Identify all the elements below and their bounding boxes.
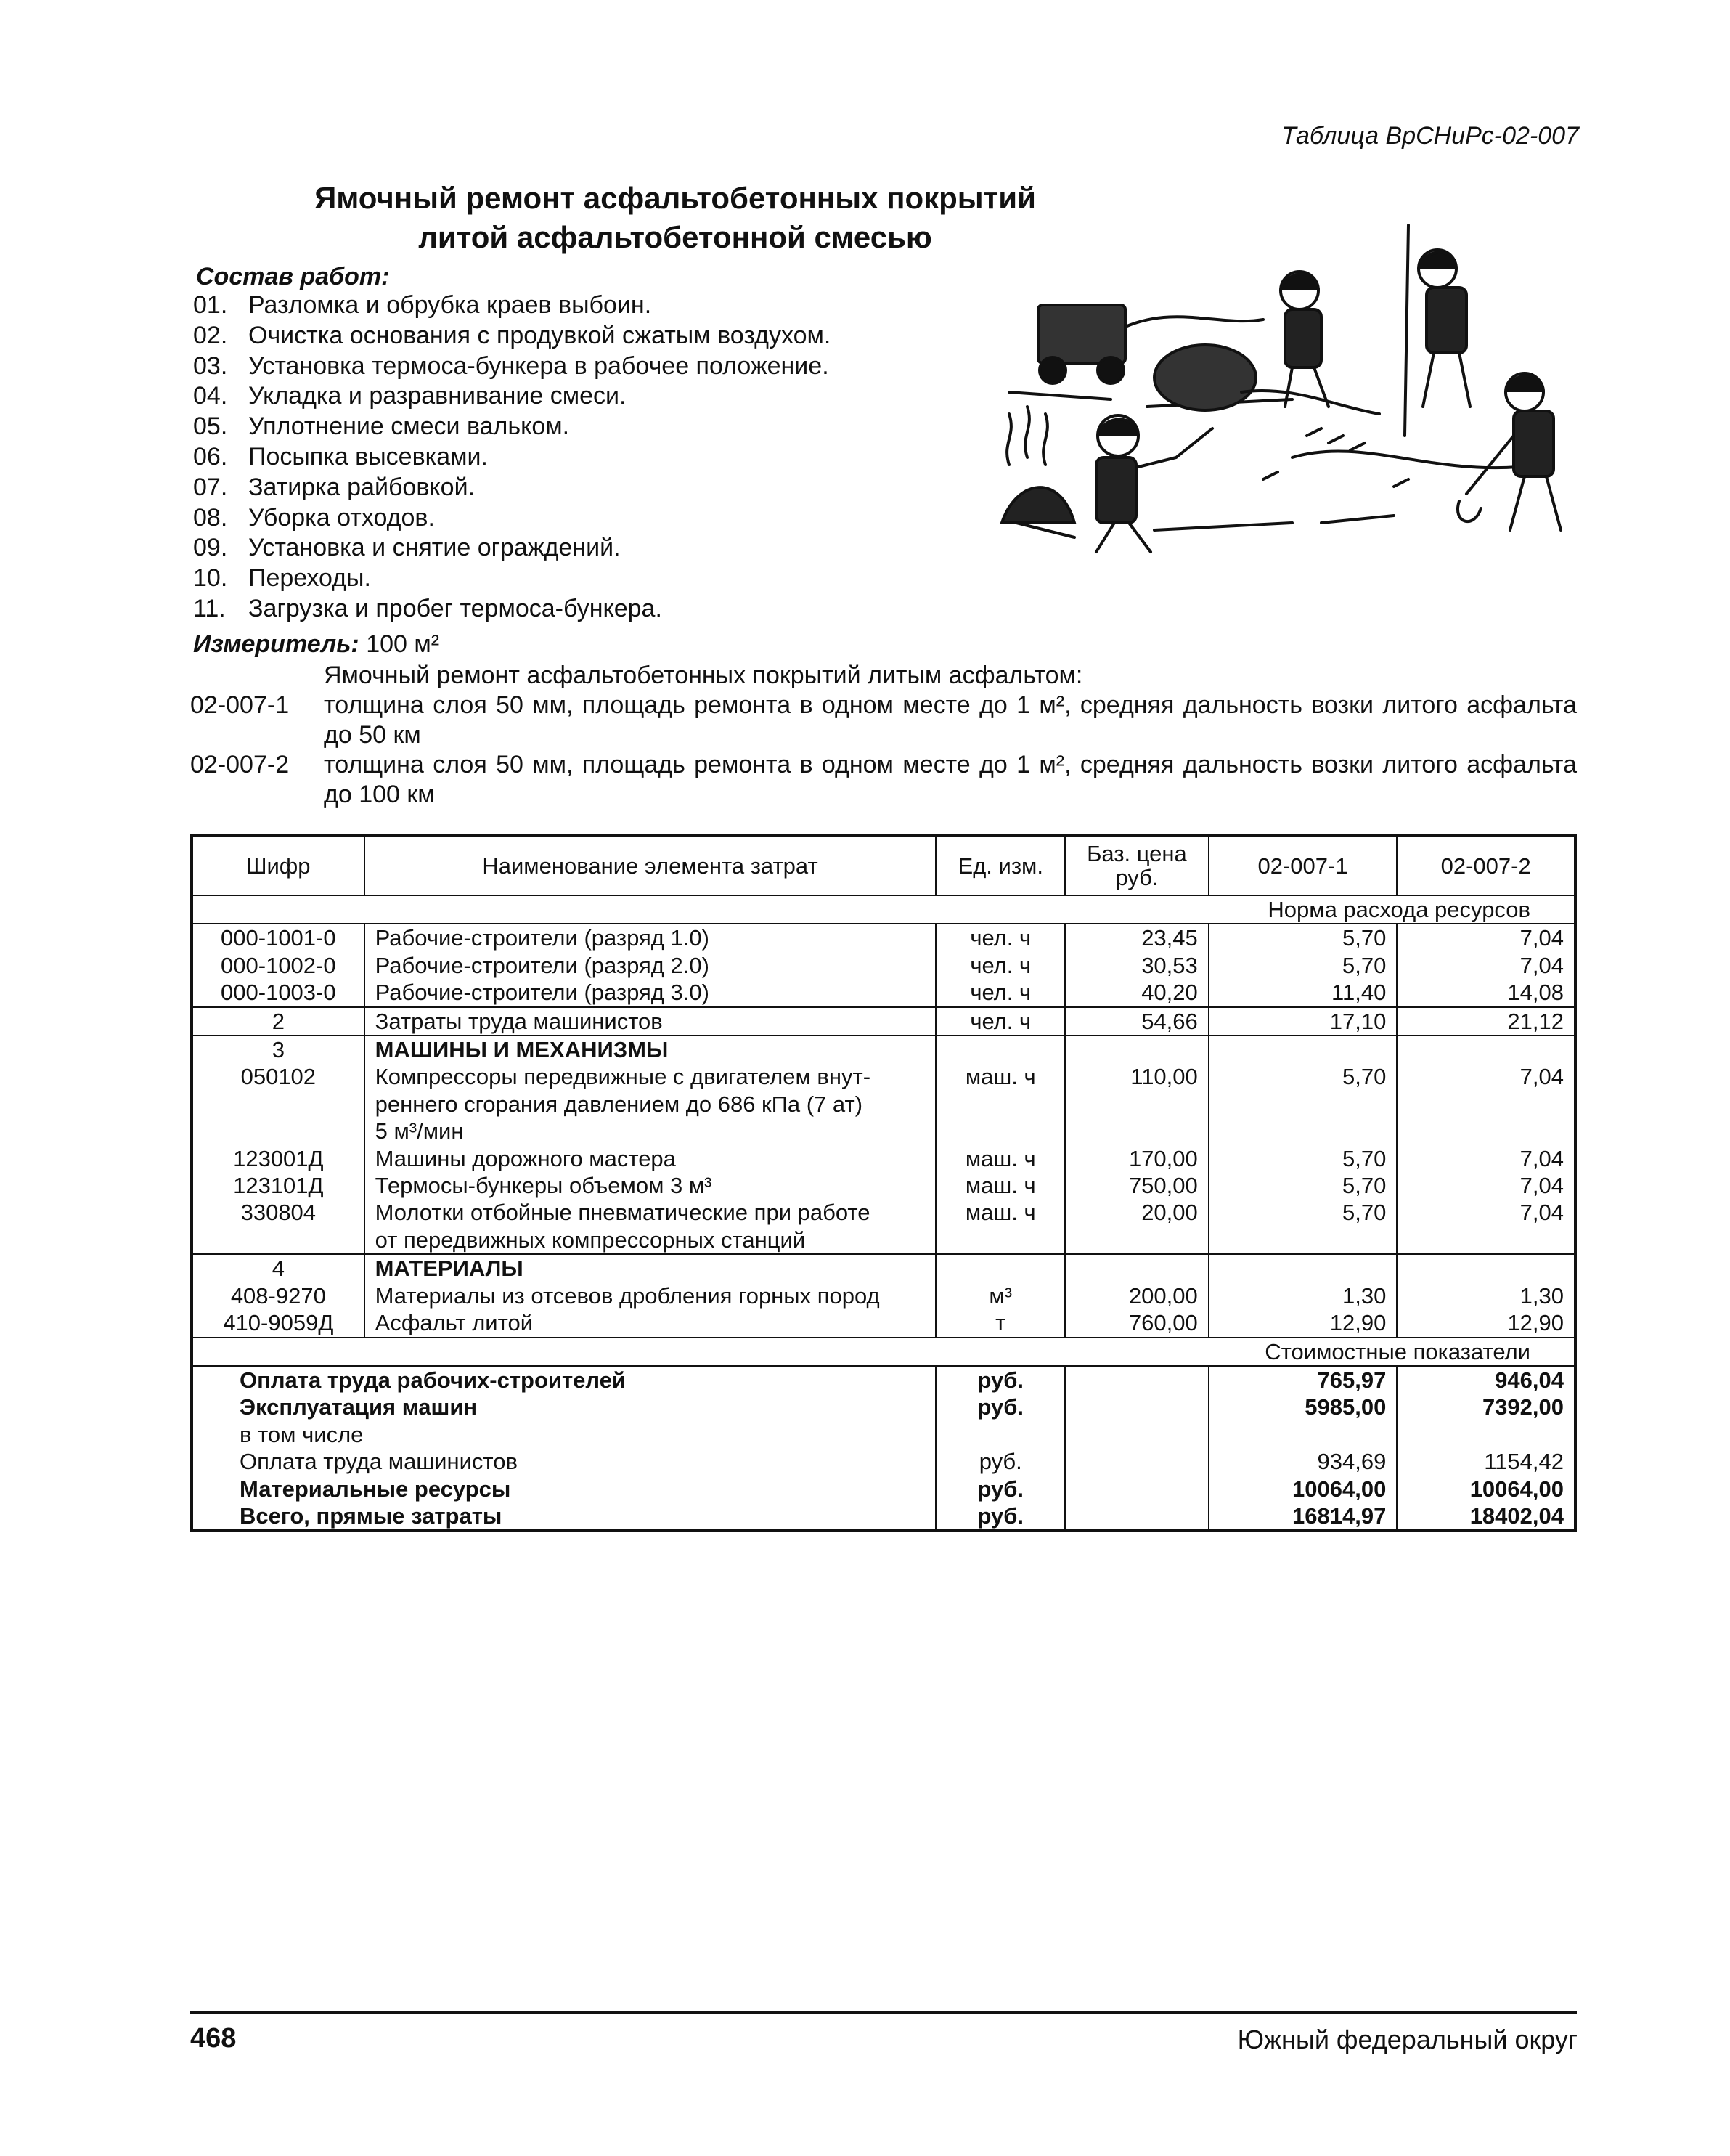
section-materials	[192, 1254, 1575, 1282]
table-cell: 20,00	[1065, 1199, 1209, 1254]
table-row	[192, 1199, 1575, 1254]
title-line-1: Ямочный ремонт асфальтобетонных покрытий	[314, 181, 1036, 215]
table-cell: 17,10	[1209, 1007, 1398, 1036]
table-cell: 40,20	[1065, 979, 1209, 1006]
table-cell: Машины дорожного мастера	[364, 1145, 937, 1172]
table-cell: 12,90	[1397, 1309, 1575, 1337]
table-cell: руб.	[936, 1476, 1065, 1502]
header-unit: Ед. изм.	[936, 835, 1065, 895]
table-cell: 54,66	[1065, 1007, 1209, 1036]
table-cell: 000-1002-0	[192, 952, 364, 979]
table-cell: 5,70	[1209, 924, 1398, 951]
table-cell	[1397, 1036, 1575, 1063]
table-row	[192, 1145, 1575, 1172]
header-variant-1: 02-007-1	[1209, 835, 1398, 895]
cost-row	[192, 1421, 1575, 1448]
table-cell	[936, 1421, 1065, 1448]
cost-header-row	[192, 1338, 1575, 1366]
work-composition-list	[193, 290, 831, 625]
table-cell: Материальные ресурсы	[192, 1476, 936, 1502]
table-cell: 934,69	[1209, 1448, 1398, 1475]
header-code: Шифр	[192, 835, 364, 895]
table-cell: 7,04	[1397, 952, 1575, 979]
table-cell: 410-9059Д	[192, 1309, 364, 1337]
table-cell: Оплата труда машинистов	[192, 1448, 936, 1475]
table-cell: 4	[192, 1254, 364, 1282]
table-cell: в том числе	[192, 1421, 936, 1448]
table-cell: Рабочие-строители (разряд 2.0)	[364, 952, 937, 979]
work-item: 01. Разломка и обрубка краев выбоин.	[193, 291, 652, 319]
work-item: 06. Посыпка высевками.	[193, 442, 488, 471]
cost-row	[192, 1448, 1575, 1475]
table-row	[192, 1309, 1575, 1337]
table-cell: 3	[192, 1036, 364, 1063]
table-cell: чел. ч	[936, 979, 1065, 1006]
table-cell: 5,70	[1209, 1063, 1398, 1144]
measure-label: Измеритель:	[193, 630, 359, 658]
table-cell: Материалы из отсевов дробления горных пород	[364, 1282, 937, 1309]
table-cell: 000-1001-0	[192, 924, 364, 951]
table-cell: 7,04	[1397, 1172, 1575, 1199]
table-cell	[1065, 1476, 1209, 1502]
table-cell	[1065, 1394, 1209, 1420]
table-cell: 200,00	[1065, 1282, 1209, 1309]
table-cell: 123101Д	[192, 1172, 364, 1199]
measure-unit	[193, 630, 439, 659]
table-cell: 23,45	[1065, 924, 1209, 951]
variant-item	[190, 691, 1577, 750]
variant-item	[190, 750, 1577, 810]
table-cell: руб.	[936, 1448, 1065, 1475]
work-item: 03. Установка термоса-бункера в рабочее положение.	[193, 351, 829, 380]
table-cell	[1397, 1254, 1575, 1282]
work-item: 02. Очистка основания с продувкой сжатым воздухом.	[193, 321, 831, 349]
section-machines	[192, 1036, 1575, 1063]
table-cell: Рабочие-строители (разряд 1.0)	[364, 924, 937, 951]
table-cell: 110,00	[1065, 1063, 1209, 1144]
measure-value: 100 м²	[366, 630, 440, 658]
work-item: 10. Переходы.	[193, 564, 371, 593]
table-cell	[936, 1036, 1065, 1063]
table-cell: 18402,04	[1397, 1502, 1575, 1531]
table-cell: 7,04	[1397, 1063, 1575, 1144]
table-cell: 1,30	[1397, 1282, 1575, 1309]
road-workers-illustration	[987, 218, 1568, 566]
table-cell: 1,30	[1209, 1282, 1398, 1309]
footer-divider	[190, 2011, 1577, 2014]
table-cell: чел. ч	[936, 924, 1065, 951]
table-cell: м³	[936, 1282, 1065, 1309]
variant-text: толщина слоя 50 мм, площадь ремонта в одном месте до 1 м², средняя дальность возки литого асфальта до 100 км	[324, 751, 1577, 808]
variants-intro: Ямочный ремонт асфальтобетонных покрытий литым асфальтом:	[324, 662, 1083, 689]
table-cell	[1065, 1366, 1209, 1394]
table-cell	[1397, 1421, 1575, 1448]
table-cell: 5,70	[1209, 1145, 1398, 1172]
table-cell: руб.	[936, 1394, 1065, 1420]
table-cell: руб.	[936, 1366, 1065, 1394]
table-cell: Рабочие-строители (разряд 3.0)	[364, 979, 937, 1006]
table-cell: Компрессоры передвижные с двигателем внут- реннего сгорания давлением до 686 кПа (7 ат) 5 м³/мин	[364, 1063, 937, 1144]
table-cell: чел. ч	[936, 1007, 1065, 1036]
table-cell	[936, 1254, 1065, 1282]
table-cell: 750,00	[1065, 1172, 1209, 1199]
page-number: 468	[190, 2023, 237, 2054]
table-cell: 170,00	[1065, 1145, 1209, 1172]
table-cell: 2	[192, 1007, 364, 1036]
table-cell	[1065, 1502, 1209, 1531]
work-item: 04. Укладка и разравнивание смеси.	[193, 382, 627, 410]
table-cell: 7,04	[1397, 1145, 1575, 1172]
table-cell: Эксплуатация машин	[192, 1394, 936, 1420]
table-cell	[1209, 1254, 1398, 1282]
table-cell: 5,70	[1209, 952, 1398, 979]
work-item: 11. Загрузка и пробег термоса-бункера.	[193, 594, 662, 622]
table-row	[192, 1282, 1575, 1309]
table-row-machinists	[192, 1007, 1575, 1036]
table-cell: 5,70	[1209, 1172, 1398, 1199]
table-cell: руб.	[936, 1502, 1065, 1531]
header-name: Наименование элемента затрат	[364, 835, 937, 895]
table-cell: чел. ч	[936, 952, 1065, 979]
table-cell: 000-1003-0	[192, 979, 364, 1006]
table-cell: 21,12	[1397, 1007, 1575, 1036]
table-cell: 946,04	[1397, 1366, 1575, 1394]
table-row	[192, 1172, 1575, 1199]
table-header-row	[192, 835, 1575, 895]
table-row	[192, 952, 1575, 979]
variant-code: 02-007-1	[190, 691, 290, 719]
table-cell: маш. ч	[936, 1172, 1065, 1199]
table-cell	[1065, 1421, 1209, 1448]
table-row	[192, 924, 1575, 951]
table-cell: Асфальт литой	[364, 1309, 937, 1337]
table-cell: МАШИНЫ И МЕХАНИЗМЫ	[364, 1036, 937, 1063]
variants-block	[190, 661, 1577, 810]
work-item: 07. Затирка райбовкой.	[193, 473, 476, 501]
table-cell	[1065, 1448, 1209, 1475]
table-cell: 330804	[192, 1199, 364, 1254]
table-row	[192, 1063, 1575, 1144]
table-cell: Оплата труда рабочих-строителей	[192, 1366, 936, 1394]
table-cell: 760,00	[1065, 1309, 1209, 1337]
table-cell: 7392,00	[1397, 1394, 1575, 1420]
table-cell: 765,97	[1209, 1366, 1398, 1394]
variant-text: толщина слоя 50 мм, площадь ремонта в одном месте до 1 м², средняя дальность возки литого асфальта до 50 км	[324, 691, 1577, 749]
table-cell: 30,53	[1065, 952, 1209, 979]
table-cell: 10064,00	[1209, 1476, 1398, 1502]
work-item: 09. Установка и снятие ограждений.	[193, 534, 621, 562]
table-reference: Таблица ВрСНиРс-02-007	[1281, 122, 1579, 150]
table-cell	[1209, 1421, 1398, 1448]
table-cell: 12,90	[1209, 1309, 1398, 1337]
cost-row	[192, 1476, 1575, 1502]
table-cell: 10064,00	[1397, 1476, 1575, 1502]
table-cell: 16814,97	[1209, 1502, 1398, 1531]
table-cell: 14,08	[1397, 979, 1575, 1006]
table-cell	[1065, 1036, 1209, 1063]
table-cell: 5985,00	[1209, 1394, 1398, 1420]
table-cell: МАТЕРИАЛЫ	[364, 1254, 937, 1282]
footer-region: Южный федеральный округ	[1237, 2025, 1578, 2054]
table-cell	[1065, 1254, 1209, 1282]
table-cell: Молотки отбойные пневматические при работе от передвижных компрессорных станций	[364, 1199, 937, 1254]
table-cell: 123001Д	[192, 1145, 364, 1172]
table-cell: 7,04	[1397, 924, 1575, 951]
norm-header: Норма расхода ресурсов	[192, 895, 1575, 924]
table-cell: Всего, прямые затраты	[192, 1502, 936, 1531]
table-cell: Затраты труда машинистов	[364, 1007, 937, 1036]
work-item: 08. Уборка отходов.	[193, 503, 435, 532]
title-line-2: литой асфальтобетонной смесью	[418, 220, 932, 254]
table-cell: маш. ч	[936, 1199, 1065, 1254]
table-cell: 1154,42	[1397, 1448, 1575, 1475]
work-composition-heading: Состав работ:	[196, 263, 390, 290]
table-cell: 5,70	[1209, 1199, 1398, 1254]
cost-row	[192, 1394, 1575, 1420]
cost-row-total	[192, 1502, 1575, 1531]
table-cell: 050102	[192, 1063, 364, 1144]
table-cell: маш. ч	[936, 1063, 1065, 1144]
variant-code: 02-007-2	[190, 751, 290, 778]
table-cell	[1209, 1036, 1398, 1063]
table-cell: 7,04	[1397, 1199, 1575, 1254]
table-cell: т	[936, 1309, 1065, 1337]
table-cell: 408-9270	[192, 1282, 364, 1309]
table-cell: маш. ч	[936, 1145, 1065, 1172]
header-variant-2: 02-007-2	[1397, 835, 1575, 895]
table-cell: Термосы-бункеры объемом 3 м³	[364, 1172, 937, 1199]
header-price: Баз. цена руб.	[1065, 835, 1209, 895]
cost-row	[192, 1366, 1575, 1394]
resource-cost-table	[190, 834, 1577, 1532]
cost-header: Стоимостные показатели	[192, 1338, 1575, 1366]
table-row	[192, 979, 1575, 1006]
norm-header-row	[192, 895, 1575, 924]
table-cell: 11,40	[1209, 979, 1398, 1006]
work-item: 05. Уплотнение смеси вальком.	[193, 412, 570, 441]
